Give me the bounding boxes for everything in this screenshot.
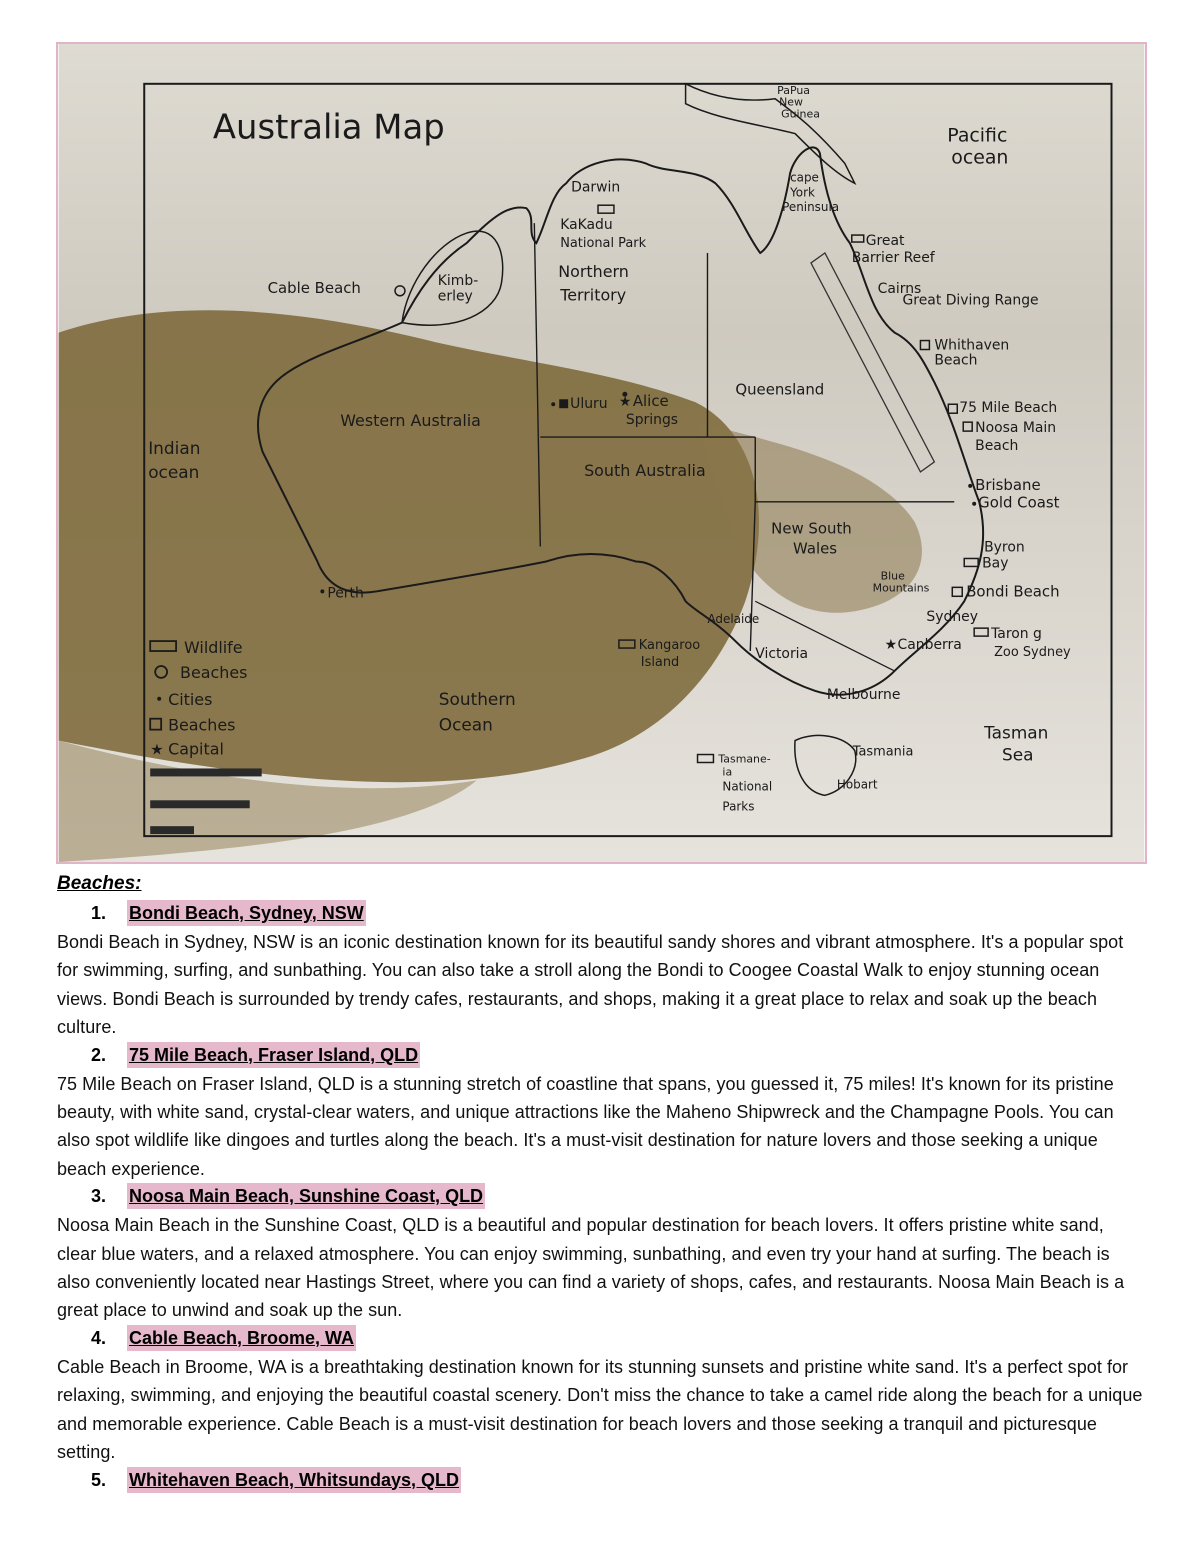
whitehaven-label-1: Whithaven bbox=[934, 337, 1010, 354]
indian-ocean-label-2: ocean bbox=[148, 461, 200, 482]
northern-territory-label-2: Territory bbox=[560, 285, 627, 305]
cape-york-label-2: York bbox=[790, 185, 815, 200]
beach-item bbox=[57, 1183, 1147, 1325]
png-label-3: Guinea bbox=[781, 107, 820, 121]
southern-ocean-label-2: Ocean bbox=[438, 714, 493, 735]
legend-capital: Capital bbox=[168, 739, 224, 759]
beach-number: 1. bbox=[91, 903, 107, 923]
beach-description: Bondi Beach in Sydney, NSW is an iconic destination known for its beautiful sandy shores and vibrant atmosphere. It's a popular spot for swimming, surfing, and sunbathing. You can also take a stroll along the Bondi to Coogee Coastal Walk to enjoy stunning ocean views. Bondi Beach is surrounded by trendy cafes, restaurants, and shops, making it a great place to relax and soak up the beach culture. bbox=[57, 932, 1124, 1038]
western-australia-label: Western Australia bbox=[340, 411, 481, 431]
map-title: Australia Map bbox=[212, 107, 445, 147]
nsw-label-2: Wales bbox=[793, 539, 838, 558]
northern-territory-label-1: Northern bbox=[558, 261, 629, 281]
kakadu-label-1: KaKadu bbox=[560, 217, 613, 234]
beach-number: 3. bbox=[91, 1186, 107, 1207]
legend-cities: Cities bbox=[168, 689, 213, 709]
legend-star-icon: ★ bbox=[150, 740, 164, 759]
noosa-label-2: Beach bbox=[975, 438, 1019, 455]
beach-number: 5. bbox=[91, 1469, 107, 1490]
whitehaven-label-2: Beach bbox=[934, 352, 978, 369]
taronga-label-1: Taron g bbox=[991, 626, 1042, 643]
kangaroo-label-1: Kangaroo bbox=[638, 638, 701, 654]
seventyfive-label: 75 Mile Beach bbox=[959, 400, 1058, 417]
cable-beach-label: Cable Beach bbox=[267, 278, 361, 297]
kakadu-label-2: National Park bbox=[560, 236, 647, 252]
alice-label-1: Alice bbox=[632, 392, 669, 411]
tas-parks-label-3: National bbox=[722, 779, 773, 794]
cape-york-label-3: Peninsula bbox=[782, 200, 840, 215]
cape-york-label-1: cape bbox=[790, 170, 819, 185]
beach-list bbox=[57, 900, 1147, 1493]
alice-star-icon: ★ bbox=[618, 394, 632, 411]
tasmania-label: Tasmania bbox=[852, 744, 914, 760]
canberra-label: Canberra bbox=[897, 637, 962, 654]
south-australia-label: South Australia bbox=[584, 460, 706, 480]
beach-item bbox=[57, 1325, 1147, 1467]
victoria-label: Victoria bbox=[755, 645, 809, 662]
nsw-label-1: New South bbox=[771, 519, 852, 538]
beach-name: 75 Mile Beach, Fraser Island, QLD bbox=[127, 1042, 420, 1068]
kimberley-label-1: Kimb- bbox=[437, 272, 479, 289]
beach-name: Whitehaven Beach, Whitsundays, QLD bbox=[127, 1467, 461, 1493]
beach-number: 4. bbox=[91, 1327, 107, 1348]
tas-parks-label-4: Parks bbox=[722, 799, 755, 814]
tasman-sea-label-1: Tasman bbox=[984, 722, 1049, 743]
legend-wildlife: Wildlife bbox=[184, 638, 243, 658]
pacific-ocean-label-2: ocean bbox=[951, 146, 1009, 169]
perth-label: Perth bbox=[327, 585, 364, 602]
beach-number: 2. bbox=[91, 1044, 107, 1065]
beach-description: 75 Mile Beach on Fraser Island, QLD is a stunning stretch of coastline that spans, you guessed it, 75 miles! It's known for its pristine beauty, with white sand, crystal-clear waters, and unique attractions like the Maheno Shipwreck and the Champagne Pools. You can also spot wildlife like dingoes and turtles along the beach. It's a must-visit destination for nature lovers and those seeking a unique beach experience. bbox=[57, 1073, 1114, 1179]
tas-parks-label-2: ia bbox=[722, 765, 733, 779]
darwin-label: Darwin bbox=[571, 179, 621, 196]
legend-scribble-2 bbox=[150, 800, 250, 808]
byron-label-1: Byron bbox=[984, 539, 1025, 556]
blue-mountains-label-1: Blue bbox=[880, 569, 905, 583]
noosa-label-1: Noosa Main bbox=[975, 420, 1057, 437]
beach-item bbox=[57, 1467, 1147, 1493]
pacific-ocean-label-1: Pacific bbox=[947, 124, 1008, 147]
beach-item bbox=[57, 900, 1147, 1042]
great-barrier-label-1: Great bbox=[865, 233, 905, 250]
legend-scribble-1 bbox=[150, 768, 261, 776]
tasman-sea-label-2: Sea bbox=[1002, 744, 1034, 765]
beach-description: Noosa Main Beach in the Sunshine Coast, QLD is a beautiful and popular destination for beach lovers. It offers pristine white sand, clear blue waters, and a relaxed atmosphere. You can enjoy swimming, sunbathing, and even try your hand at surfing. The beach is also conveniently located near Hastings Street, where you can find a variety of shops, cafes, and restaurants. Noosa Main Beach is a great place to unwind and soak up the sun. bbox=[57, 1215, 1125, 1321]
queensland-label: Queensland bbox=[735, 380, 825, 399]
byron-label-2: Bay bbox=[982, 555, 1009, 572]
kangaroo-label-2: Island bbox=[640, 654, 680, 670]
bondi-label: Bondi Beach bbox=[966, 582, 1060, 601]
great-barrier-label-2: Barrier Reef bbox=[851, 249, 935, 266]
brisbane-label: Brisbane bbox=[975, 475, 1041, 494]
alice-label-2: Springs bbox=[625, 412, 679, 429]
beach-heading bbox=[91, 900, 1147, 926]
png-label-2: New bbox=[779, 95, 803, 109]
cairns-label: Cairns bbox=[877, 280, 922, 297]
canberra-star-icon: ★ bbox=[884, 637, 898, 654]
legend-beaches-circle: Beaches bbox=[180, 662, 248, 682]
png-label-1: PaPua bbox=[777, 83, 811, 97]
beach-description: Cable Beach in Broome, WA is a breathtaking destination known for its stunning sunsets and pristine white sand. It's a perfect spot for relaxing, swimming, and enjoying the beautiful coastal scenery. Don't miss the chance to take a camel ride along the beach for a unique and memorable experience. Cable Beach is a must-visit destination for beach lovers and those seeking a tranquil and picturesque setting. bbox=[57, 1356, 1143, 1463]
legend-beaches-square: Beaches bbox=[168, 715, 236, 735]
beach-name: Cable Beach, Broome, WA bbox=[127, 1325, 356, 1351]
uluru-label: Uluru bbox=[570, 396, 608, 413]
beaches-section bbox=[57, 872, 1147, 1495]
melbourne-label: Melbourne bbox=[826, 686, 901, 703]
southern-ocean-label-1: Southern bbox=[438, 688, 516, 709]
australia-map-drawing bbox=[58, 44, 1145, 862]
tas-parks-label-1: Tasmane- bbox=[718, 752, 771, 766]
adelaide-label: Adelaide bbox=[707, 612, 760, 627]
legend-scribble-3 bbox=[150, 826, 194, 834]
beach-heading bbox=[91, 1467, 1147, 1493]
beach-heading bbox=[91, 1183, 1147, 1209]
map-photo bbox=[56, 42, 1147, 864]
beach-heading bbox=[91, 1042, 1147, 1068]
gold-coast-label: Gold Coast bbox=[978, 493, 1060, 512]
beach-heading bbox=[91, 1325, 1147, 1351]
beach-name: Bondi Beach, Sydney, NSW bbox=[127, 900, 366, 926]
great-dividing-label: Great Diving Range bbox=[902, 292, 1039, 309]
kimberley-label-2: erley bbox=[437, 288, 473, 305]
section-title: Beaches: bbox=[57, 873, 142, 894]
taronga-label-2: Zoo Sydney bbox=[994, 645, 1071, 661]
beach-item bbox=[57, 1042, 1147, 1184]
sydney-label: Sydney bbox=[926, 609, 978, 626]
hobart-label: Hobart bbox=[836, 777, 878, 792]
beach-name: Noosa Main Beach, Sunshine Coast, QLD bbox=[127, 1183, 485, 1209]
indian-ocean-label-1: Indian bbox=[148, 437, 201, 458]
blue-mountains-label-2: Mountains bbox=[872, 581, 930, 595]
